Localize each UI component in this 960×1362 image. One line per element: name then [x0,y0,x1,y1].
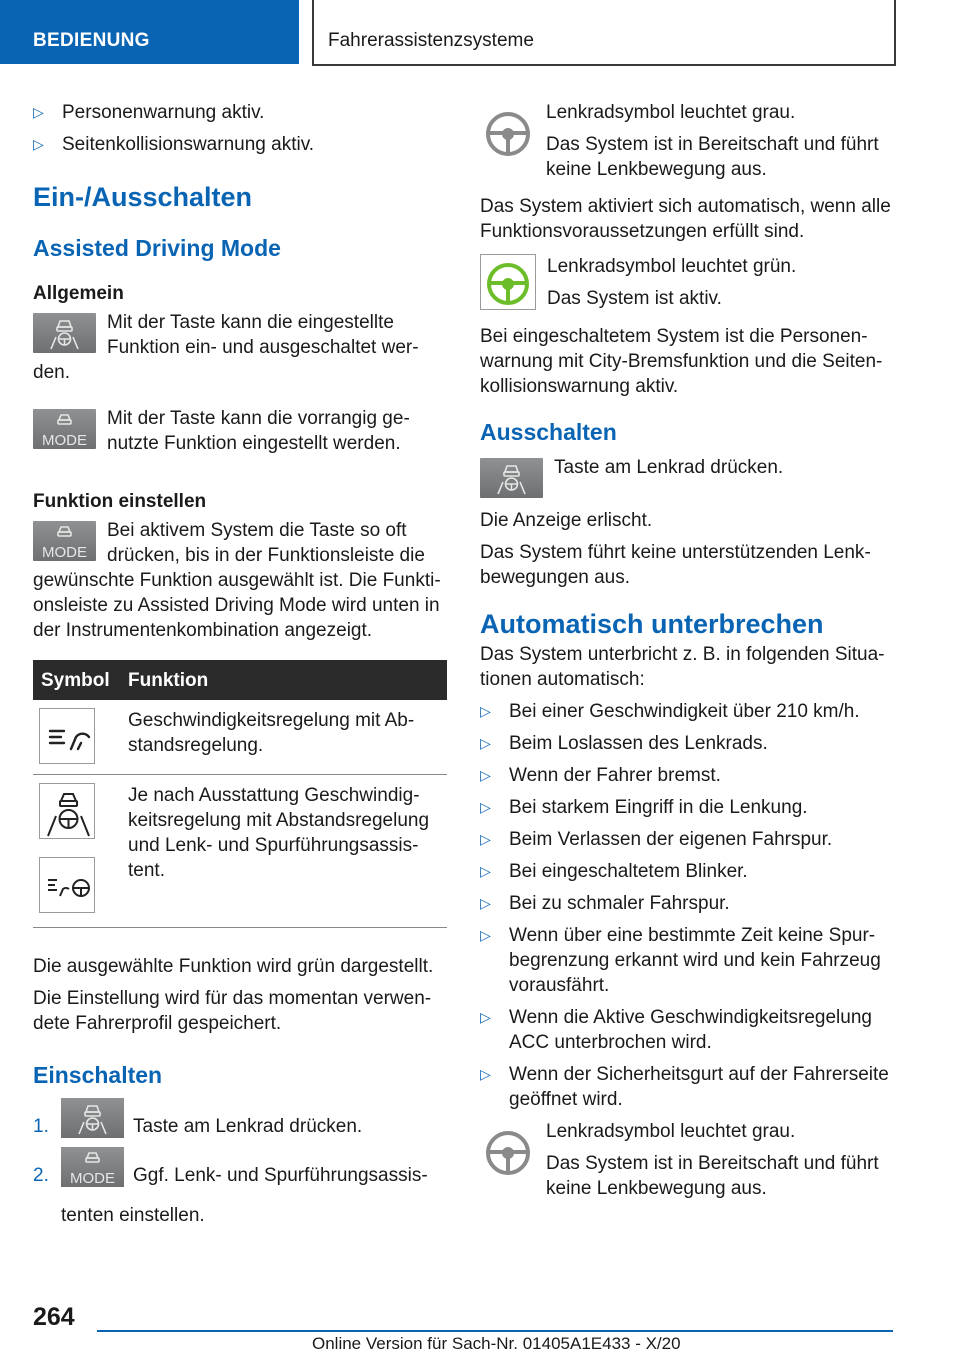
acc-steering-icon [39,857,95,913]
table-header-funktion: Funktion [125,660,447,700]
triangle-bullet-icon: ▷ [480,735,491,751]
list-item: ▷ Bei zu schmaler Fahrspur. [480,893,730,914]
steering-wheel-grey-icon [480,1119,535,1174]
acc-distance-icon [39,708,95,764]
triangle-bullet-icon: ▷ [33,136,44,152]
list-item: ▷ Beim Loslassen des Lenkrads. [480,733,768,754]
chapter-title: Fahrerassistenzsysteme [312,0,896,66]
paragraph: Lenkradsymbol leuchtet grau. [546,102,796,123]
triangle-bullet-icon: ▷ [480,831,491,847]
mode-button-icon: MODE [33,521,96,561]
paragraph: Mit der Taste kann die vorrangig genutzte Funktion eingestellt werden. [107,408,410,454]
paragraph: Bei aktivem System die Taste so oft drücken, bis in der Funktionsleiste die gewünschte Funktion ausgewählt ist. Die Funktionsleiste zu Assisted Driving Mode wird unten in der Instrumentenkombination angezeigt. [33,520,441,641]
left-column [33,100,447,1226]
table-header-symbol: Symbol [33,660,125,700]
paragraph: Das System aktiviert sich automatisch, wenn alle Funktionsvoraussetzungen erfüllt sind. [480,196,891,242]
list-item: ▷ Wenn der Sicherheitsgurt auf der Fahrerseite geöffnet wird. [480,1064,889,1110]
triangle-bullet-icon: ▷ [480,703,491,719]
right-column [480,100,892,1208]
steering-wheel-green-icon [480,254,536,310]
assist-button-icon [480,458,543,498]
paragraph: Taste am Lenkrad drücken. [554,457,784,478]
list-item: ▷ Beim Verlassen der eigenen Fahrspur. [480,829,833,850]
paragraph: Das System ist aktiv. [547,288,722,309]
heading-ausschalten: Ausschalten [480,419,617,445]
mode-button-icon: MODE [33,409,96,449]
triangle-bullet-icon: ▷ [480,799,491,815]
table-cell: Je nach Ausstattung Geschwindigkeitsregelung mit Abstandsregelung und Lenk- und Spurführungsassistent. [125,775,447,928]
steering-wheel-grey-icon [480,100,535,155]
paragraph: Die Anzeige erlischt. [480,510,653,531]
function-table [33,660,447,928]
table-row [33,775,447,928]
paragraph: Das System ist in Bereitschaft und führt keine Lenkbewegung aus. [546,134,879,180]
list-item: ▷ Wenn der Fahrer bremst. [480,765,721,786]
steps-list [33,1098,447,1226]
paragraph: Die Einstellung wird für das momentan verwendete Fahrerprofil gespeichert. [33,988,432,1034]
table-cell: Geschwindigkeitsregelung mit Abstandsregelung. [125,700,447,775]
paragraph: Mit der Taste kann die eingestellte Funktion ein- und ausgeschaltet werden. [33,312,419,383]
triangle-bullet-icon: ▷ [480,863,491,879]
triangle-bullet-icon: ▷ [480,1009,491,1025]
mode-button-icon: MODE [61,1147,124,1187]
heading-allgemein: Allgemein [33,283,124,304]
paragraph: Lenkradsymbol leuchtet grau. [546,1121,796,1142]
triangle-bullet-icon: ▷ [33,104,44,120]
list-item: ▷ Bei einer Geschwindigkeit über 210 km/h. [480,701,860,722]
footer-online-version: Online Version für Sach-Nr. 01405A1E433 - X/20 [312,1334,681,1353]
steering-assist-icon [39,783,95,839]
heading-einschalten: Einschalten [33,1062,163,1088]
paragraph: Lenkradsymbol leuchtet grün. [547,256,797,277]
assist-button-icon [33,313,96,353]
footer-rule [97,1330,893,1332]
heading-unterbrechen: Automatisch unterbrechen [480,609,824,639]
interrupt-list [480,699,892,1112]
triangle-bullet-icon: ▷ [480,1066,491,1082]
list-item: ▷ Bei eingeschaltetem Blinker. [480,861,748,882]
page-number: 264 [33,1303,75,1331]
paragraph: Die ausgewählte Funktion wird grün dargestellt. [33,956,434,977]
heading-funktion: Funktion einstellen [33,491,207,512]
step-item: 2. MODE Ggf. Lenk- und Spurführungsassistenten einstellen. [33,1147,447,1212]
list-item: ▷ Seitenkollisionswarnung aktiv. [33,134,315,155]
triangle-bullet-icon: ▷ [480,767,491,783]
step-item: 1. Taste am Lenkrad drücken. [33,1098,447,1139]
assist-button-icon [61,1098,124,1138]
list-item: ▷ Bei starkem Eingriff in die Lenkung. [480,797,808,818]
list-item: ▷ Wenn über eine bestimmte Zeit keine Spurbegrenzung erkannt wird und kein Fahrzeug vorausfährt. [480,925,881,996]
triangle-bullet-icon: ▷ [480,927,491,943]
section-tab: BEDIENUNG [0,0,299,64]
table-row [33,700,447,775]
subsection-title: Assisted Driving Mode [33,235,281,261]
paragraph: Das System unterbricht z. B. in folgenden Situationen automatisch: [480,644,885,690]
list-item: ▷ Personenwarnung aktiv. [33,102,265,123]
section-title: Ein-/Ausschalten [33,182,253,212]
paragraph: Das System ist in Bereitschaft und führt keine Lenkbewegung aus. [546,1153,879,1199]
paragraph: Bei eingeschaltetem System ist die Personenwarnung mit City-Bremsfunktion und die Seitenkollisionswarnung aktiv. [480,326,883,397]
triangle-bullet-icon: ▷ [480,895,491,911]
list-item: ▷ Wenn die Aktive Geschwindigkeitsregelung ACC unterbrochen wird. [480,1007,872,1053]
paragraph: Das System führt keine unterstützenden Lenkbewegungen aus. [480,542,871,588]
